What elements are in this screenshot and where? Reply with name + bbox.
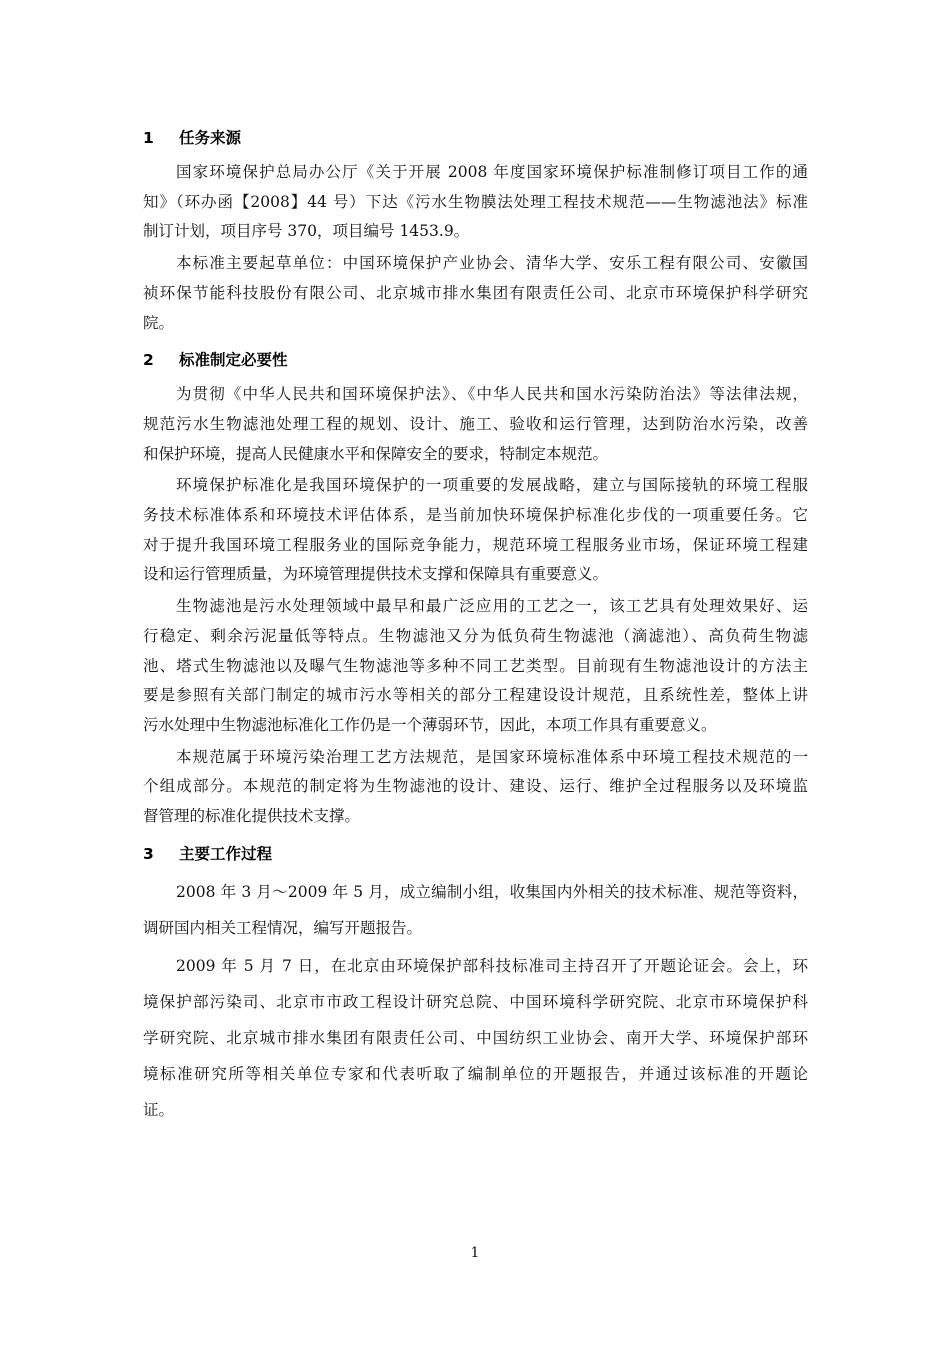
paragraph	[143, 158, 808, 247]
page-number: 1	[470, 1245, 480, 1261]
text-line: 池、塔式生物滤池以及曝气生物滤池等多种不同工艺类型。目前现有生物滤池设计的方法主	[143, 656, 808, 675]
text-line: 学研究院、北京城市排水集团有限责任公司、中国纺织工业协会、南开大学、环境保护部环	[143, 1028, 808, 1047]
text-line: 务技术标准体系和环境技术评估体系，是当前加快环境保护标准化步伐的一项重要任务。它	[143, 506, 808, 525]
section-heading-2	[143, 340, 808, 380]
section-number: 2	[143, 351, 154, 370]
section-title: 任务来源	[179, 129, 242, 147]
text-line: 祯环保节能科技股份有限公司、北京城市排水集团有限责任公司、北京市环境保护科学研究	[143, 283, 808, 302]
text-line: 国家环境保护总局办公厅《关于开展 2008 年度国家环境保护标准制修订项目工作的通	[176, 163, 808, 181]
text-line: 环境保护标准化是我国环境保护的一项重要的发展战略，建立与国际接轨的环境工程服	[176, 476, 808, 495]
section-heading-1	[143, 118, 808, 158]
document-page	[143, 118, 808, 1130]
paragraph	[143, 471, 808, 590]
text-line: 2008 年 3 月～2009 年 5 月，成立编制小组，收集国内外相关的技术标准、规范等资料，	[176, 882, 808, 901]
text-line: 制订计划，项目序号 370，项目编号 1453.9。	[143, 222, 470, 241]
paragraph	[143, 592, 808, 741]
section-title: 主要工作过程	[179, 844, 273, 863]
text-line: 境保护部污染司、北京市市政工程设计研究总院、中国环境科学研究院、北京市环境保护科	[143, 992, 808, 1011]
paragraph	[143, 948, 808, 1128]
text-line: 生物滤池是污水处理领域中最早和最广泛应用的工艺之一，该工艺具有处理效果好、运	[176, 597, 808, 616]
text-line: 督管理的标准化提供技术支撑。	[143, 807, 361, 826]
paragraph	[143, 380, 808, 469]
text-line: 境标准研究所等相关单位专家和代表听取了编制单位的开题报告，并通过该标准的开题论	[143, 1064, 808, 1083]
text-line: 对于提升我国环境工程服务业的国际竞争能力，规范环境工程服务业市场，保证环境工程建	[143, 535, 808, 554]
text-line: 2009 年 5 月 7 日，在北京由环境保护部科技标准司主持召开了开题论证会。会上，环	[176, 956, 808, 975]
text-line: 院。	[143, 313, 175, 332]
text-line: 规范污水生物滤池处理工程的规划、设计、施工、验收和运行管理，达到防治水污染，改善	[143, 414, 808, 433]
section-heading-3	[143, 834, 808, 874]
text-line: 污水处理中生物滤池标准化工作仍是一个薄弱环节，因此，本项工作具有重要意义。	[143, 715, 717, 734]
text-line: 要是参照有关部门制定的城市污水等相关的部分工程建设设计规范，且系统性差，整体上讲	[143, 686, 808, 705]
paragraph	[143, 743, 808, 832]
text-line: 调研国内相关工程情况，编写开题报告。	[143, 918, 423, 937]
text-line: 知》（环办函【2008】44 号）下达《污水生物膜法处理工程技术规范——生物滤池法》标准	[143, 192, 808, 211]
section-number: 1	[143, 129, 154, 147]
text-line: 本规范属于环境污染治理工艺方法规范，是国家环境标准体系中环境工程技术规范的一	[176, 747, 808, 766]
text-line: 个组成部分。本规范的制定将为生物滤池的设计、建设、运行、维护全过程服务以及环境监	[143, 777, 808, 796]
text-line: 本标准主要起草单位：中国环境保护产业协会、清华大学、安乐工程有限公司、安徽国	[176, 254, 808, 273]
text-line: 和保护环境，提高人民健康水平和保障安全的要求，特制定本规范。	[143, 444, 609, 463]
text-line: 行稳定、剩余污泥量低等特点。生物滤池又分为低负荷生物滤池（滴滤池）、高负荷生物滤	[143, 626, 808, 645]
text-line: 证。	[143, 1100, 175, 1119]
section-number: 3	[143, 844, 154, 863]
text-line: 设和运行管理质量，为环境管理提供技术支撑和保障具有重要意义。	[143, 565, 609, 584]
paragraph	[143, 249, 808, 338]
section-title: 标准制定必要性	[179, 351, 288, 370]
paragraph	[143, 874, 808, 946]
text-line: 为贯彻《中华人民共和国环境保护法》、《中华人民共和国水污染防治法》等法律法规，	[176, 385, 808, 404]
